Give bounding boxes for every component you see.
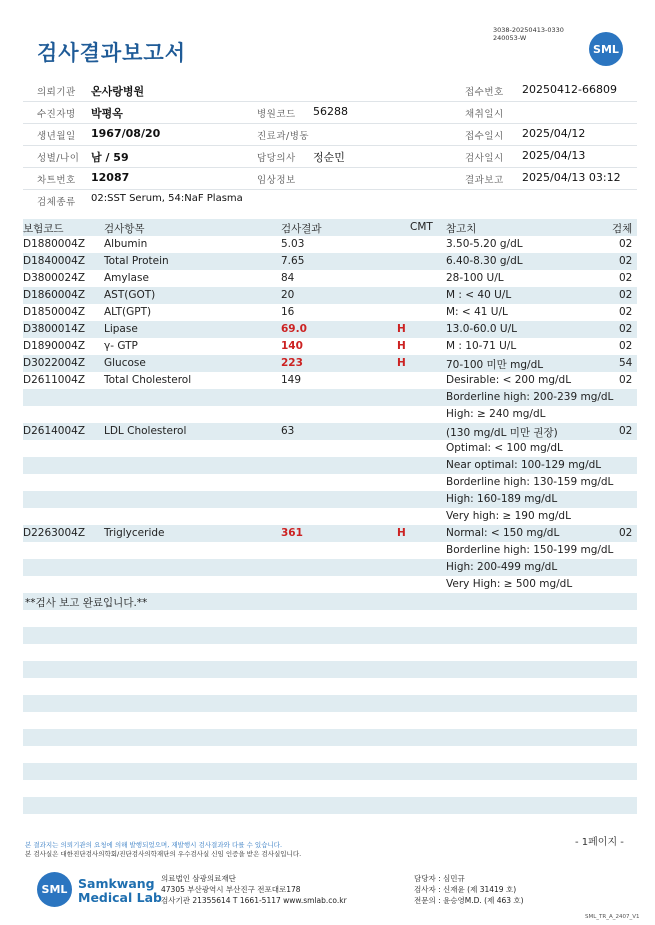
cell-ref: Normal: < 150 mg/dL bbox=[446, 527, 560, 539]
form-code: SML_TR_A_2407_V1 bbox=[585, 914, 640, 920]
header-cmt: CMT bbox=[410, 221, 433, 233]
cell-ref: High: 160-189 mg/dL bbox=[446, 493, 558, 505]
cell-code: D3022004Z bbox=[23, 357, 86, 369]
cell-ref: 3.50-5.20 g/dL bbox=[446, 238, 523, 250]
table-header bbox=[23, 219, 637, 236]
table-row bbox=[23, 355, 637, 372]
cell-ref: High: ≥ 240 mg/dL bbox=[446, 408, 546, 420]
cell-code: D1860004Z bbox=[23, 289, 86, 301]
cell-ref: M : < 40 U/L bbox=[446, 289, 512, 301]
lab-name-line2: Medical Lab bbox=[78, 890, 162, 905]
cell-result: 223 bbox=[281, 357, 303, 369]
cell-flag: H bbox=[397, 323, 406, 335]
cell-spec: 02 bbox=[619, 425, 633, 437]
blank-row bbox=[23, 627, 637, 644]
header-name: 검사항목 bbox=[104, 223, 145, 235]
table-row bbox=[23, 423, 637, 440]
header-ref: 참고치 bbox=[446, 223, 477, 235]
cell-flag: H bbox=[397, 357, 406, 369]
blank-row bbox=[23, 780, 637, 797]
results-table bbox=[23, 219, 637, 814]
blank-row bbox=[23, 661, 637, 678]
lab-name bbox=[78, 877, 162, 905]
table-row bbox=[23, 406, 637, 423]
receipt-date-value: 2025/04/12 bbox=[522, 127, 586, 140]
cell-ref: Near optimal: 100-129 mg/dL bbox=[446, 459, 602, 471]
cell-ref: Optimal: < 100 mg/dL bbox=[446, 442, 563, 454]
table-row bbox=[23, 389, 637, 406]
info-row bbox=[23, 102, 637, 124]
receipt-no-label: 접수번호 bbox=[465, 87, 504, 98]
report-value: 2025/04/13 03:12 bbox=[522, 171, 621, 184]
blank-row bbox=[23, 610, 637, 627]
cell-code: D3800024Z bbox=[23, 272, 86, 284]
cell-code: D2614004Z bbox=[23, 425, 86, 437]
cell-name: Glucose bbox=[104, 357, 146, 369]
doc-id-line1: 3038-20250413-0330 bbox=[493, 26, 564, 34]
cell-result: 16 bbox=[281, 306, 295, 318]
address: 47305 부산광역시 부산진구 전포대로178 bbox=[161, 885, 301, 894]
cell-ref: 70-100 미만 mg/dL bbox=[446, 359, 544, 371]
table-body bbox=[23, 236, 637, 814]
table-row bbox=[23, 270, 637, 287]
header-spec: 검체 bbox=[612, 223, 633, 235]
table-row bbox=[23, 304, 637, 321]
page-indicator: - 1페이지 - bbox=[575, 837, 624, 848]
lab-name-line1: Samkwang bbox=[78, 876, 155, 891]
cell-name: Total Protein bbox=[104, 255, 169, 267]
contact: 검사기관 21355614 T 1661-5117 www.smlab.co.kr bbox=[161, 896, 347, 905]
blank-row bbox=[23, 729, 637, 746]
dob-value: 1967/08/20 bbox=[91, 127, 161, 140]
info-row bbox=[23, 80, 637, 102]
cell-name: Triglyceride bbox=[104, 527, 165, 539]
specimen-value: 02:SST Serum, 54:NaF Plasma bbox=[91, 193, 243, 204]
cell-ref: Borderline high: 200-239 mg/dL bbox=[446, 391, 614, 403]
cell-name: Albumin bbox=[104, 238, 148, 250]
org-name: 의료법인 삼광의료재단 bbox=[161, 874, 236, 883]
doctor-value: 정순민 bbox=[313, 151, 345, 164]
hospital-label: 의뢰기관 bbox=[37, 87, 76, 98]
cell-result: 63 bbox=[281, 425, 295, 437]
cell-name: ALT(GPT) bbox=[104, 306, 152, 318]
cell-code: D1890004Z bbox=[23, 340, 86, 352]
dept-label: 진료과/병동 bbox=[257, 131, 310, 142]
dob-label: 생년월일 bbox=[37, 131, 76, 142]
table-row bbox=[23, 457, 637, 474]
info-row bbox=[23, 190, 637, 211]
cell-ref: Desirable: < 200 mg/dL bbox=[446, 374, 572, 386]
cell-result: 7.65 bbox=[281, 255, 305, 267]
cell-code: D3800014Z bbox=[23, 323, 86, 335]
blank-row bbox=[23, 678, 637, 695]
blank-row bbox=[23, 695, 637, 712]
cell-ref: (130 mg/dL 미만 권장) bbox=[446, 427, 558, 439]
cell-result: 361 bbox=[281, 527, 303, 539]
cell-spec: 02 bbox=[619, 272, 633, 284]
cell-spec: 02 bbox=[619, 323, 633, 335]
cell-ref: Very high: ≥ 190 mg/dL bbox=[446, 510, 571, 522]
table-row bbox=[23, 372, 637, 389]
cell-ref: 6.40-8.30 g/dL bbox=[446, 255, 523, 267]
info-row bbox=[23, 146, 637, 168]
staff-1: 담당자 : 심민규 bbox=[414, 874, 465, 883]
footer-logo: SML bbox=[37, 872, 72, 907]
header-result: 검사결과 bbox=[281, 223, 322, 235]
info-row bbox=[23, 168, 637, 190]
cell-result: 84 bbox=[281, 272, 295, 284]
cell-spec: 02 bbox=[619, 374, 633, 386]
cell-spec: 02 bbox=[619, 238, 633, 250]
clinical-label: 임상정보 bbox=[257, 175, 296, 186]
chart-value: 12087 bbox=[91, 171, 130, 184]
blank-row bbox=[23, 763, 637, 780]
test-date-value: 2025/04/13 bbox=[522, 149, 586, 162]
cell-result: 5.03 bbox=[281, 238, 305, 250]
staff-2: 검사자 : 신재윤 (제 31419 호) bbox=[414, 885, 517, 894]
info-row bbox=[23, 124, 637, 146]
hosp-code-value: 56288 bbox=[313, 105, 348, 118]
table-row bbox=[23, 491, 637, 508]
cell-name: Amylase bbox=[104, 272, 149, 284]
table-row bbox=[23, 321, 637, 338]
cell-code: D2611004Z bbox=[23, 374, 86, 386]
page-title: 검사결과보고서 bbox=[37, 41, 187, 65]
cell-ref: 28-100 U/L bbox=[446, 272, 504, 284]
receipt-date-label: 접수일시 bbox=[465, 131, 504, 142]
doc-id-line2: 240053-W bbox=[493, 34, 527, 42]
cell-result: 20 bbox=[281, 289, 295, 301]
hosp-code-label: 병원코드 bbox=[257, 109, 296, 120]
table-row bbox=[23, 253, 637, 270]
cell-name: γ- GTP bbox=[104, 340, 138, 352]
table-row bbox=[23, 440, 637, 457]
table-row bbox=[23, 559, 637, 576]
table-row bbox=[23, 287, 637, 304]
sex-age-value: 남 / 59 bbox=[91, 151, 129, 164]
staff-3: 전문의 : 윤승영M.D. (제 463 호) bbox=[414, 896, 524, 905]
patient-value: 박평옥 bbox=[91, 107, 123, 120]
cell-ref: Borderline high: 150-199 mg/dL bbox=[446, 544, 614, 556]
cell-name: AST(GOT) bbox=[104, 289, 156, 301]
test-date-label: 검사일시 bbox=[465, 153, 504, 164]
cell-name: LDL Cholesterol bbox=[104, 425, 187, 437]
cell-spec: 02 bbox=[619, 306, 633, 318]
report-label: 결과보고 bbox=[465, 175, 504, 186]
blank-row bbox=[23, 746, 637, 763]
complete-note: **검사 보고 완료입니다.** bbox=[25, 597, 148, 609]
cell-spec: 02 bbox=[619, 289, 633, 301]
sex-age-label: 성별/나이 bbox=[37, 153, 80, 164]
cell-ref: Borderline high: 130-159 mg/dL bbox=[446, 476, 614, 488]
blank-row bbox=[23, 644, 637, 661]
cell-name: Lipase bbox=[104, 323, 138, 335]
receipt-no-value: 20250412-66809 bbox=[522, 83, 617, 96]
blank-row bbox=[23, 797, 637, 814]
cell-code: D1840004Z bbox=[23, 255, 86, 267]
table-row bbox=[23, 236, 637, 253]
cell-spec: 54 bbox=[619, 357, 633, 369]
cell-flag: H bbox=[397, 340, 406, 352]
cell-ref: M: < 41 U/L bbox=[446, 306, 508, 318]
cell-code: D1850004Z bbox=[23, 306, 86, 318]
cell-result: 140 bbox=[281, 340, 303, 352]
specimen-label: 검체종류 bbox=[37, 197, 76, 208]
table-row bbox=[23, 525, 637, 542]
document-id bbox=[493, 26, 564, 42]
table-row bbox=[23, 508, 637, 525]
cell-ref: 13.0-60.0 U/L bbox=[446, 323, 517, 335]
chart-label: 차트번호 bbox=[37, 175, 76, 186]
complete-note-row bbox=[23, 593, 637, 610]
notice-1: 본 결과지는 의뢰기관의 요청에 의해 발행되었으며, 재발행시 검사결과와 다를 수 있습니다. bbox=[25, 841, 283, 849]
patient-label: 수진자명 bbox=[37, 109, 76, 120]
table-row bbox=[23, 338, 637, 355]
hospital-value: 온사랑병원 bbox=[91, 85, 145, 98]
cell-name: Total Cholesterol bbox=[104, 374, 192, 386]
cell-flag: H bbox=[397, 527, 406, 539]
cell-ref: High: 200-499 mg/dL bbox=[446, 561, 558, 573]
cell-spec: 02 bbox=[619, 255, 633, 267]
cell-result: 69.0 bbox=[281, 323, 307, 335]
cell-spec: 02 bbox=[619, 340, 633, 352]
staff-list bbox=[414, 873, 524, 906]
cell-result: 149 bbox=[281, 374, 302, 386]
notice-2: 본 검사실은 대한진단검사의학회/진단검사의학재단의 우수검사실 신임 인증을 받은 검사실입니다. bbox=[25, 850, 302, 858]
doctor-label: 담당의사 bbox=[257, 153, 296, 164]
sml-logo: SML bbox=[589, 32, 623, 66]
header-code: 보험코드 bbox=[23, 223, 64, 235]
cell-ref: M : 10-71 U/L bbox=[446, 340, 517, 352]
blank-row bbox=[23, 712, 637, 729]
cell-code: D2263004Z bbox=[23, 527, 86, 539]
table-row bbox=[23, 542, 637, 559]
table-row bbox=[23, 576, 637, 593]
cell-code: D1880004Z bbox=[23, 238, 86, 250]
cell-ref: Very High: ≥ 500 mg/dL bbox=[446, 578, 573, 590]
table-row bbox=[23, 474, 637, 491]
cell-spec: 02 bbox=[619, 527, 633, 539]
lab-address bbox=[161, 873, 347, 906]
collect-label: 채취일시 bbox=[465, 109, 504, 120]
patient-info bbox=[23, 80, 637, 211]
